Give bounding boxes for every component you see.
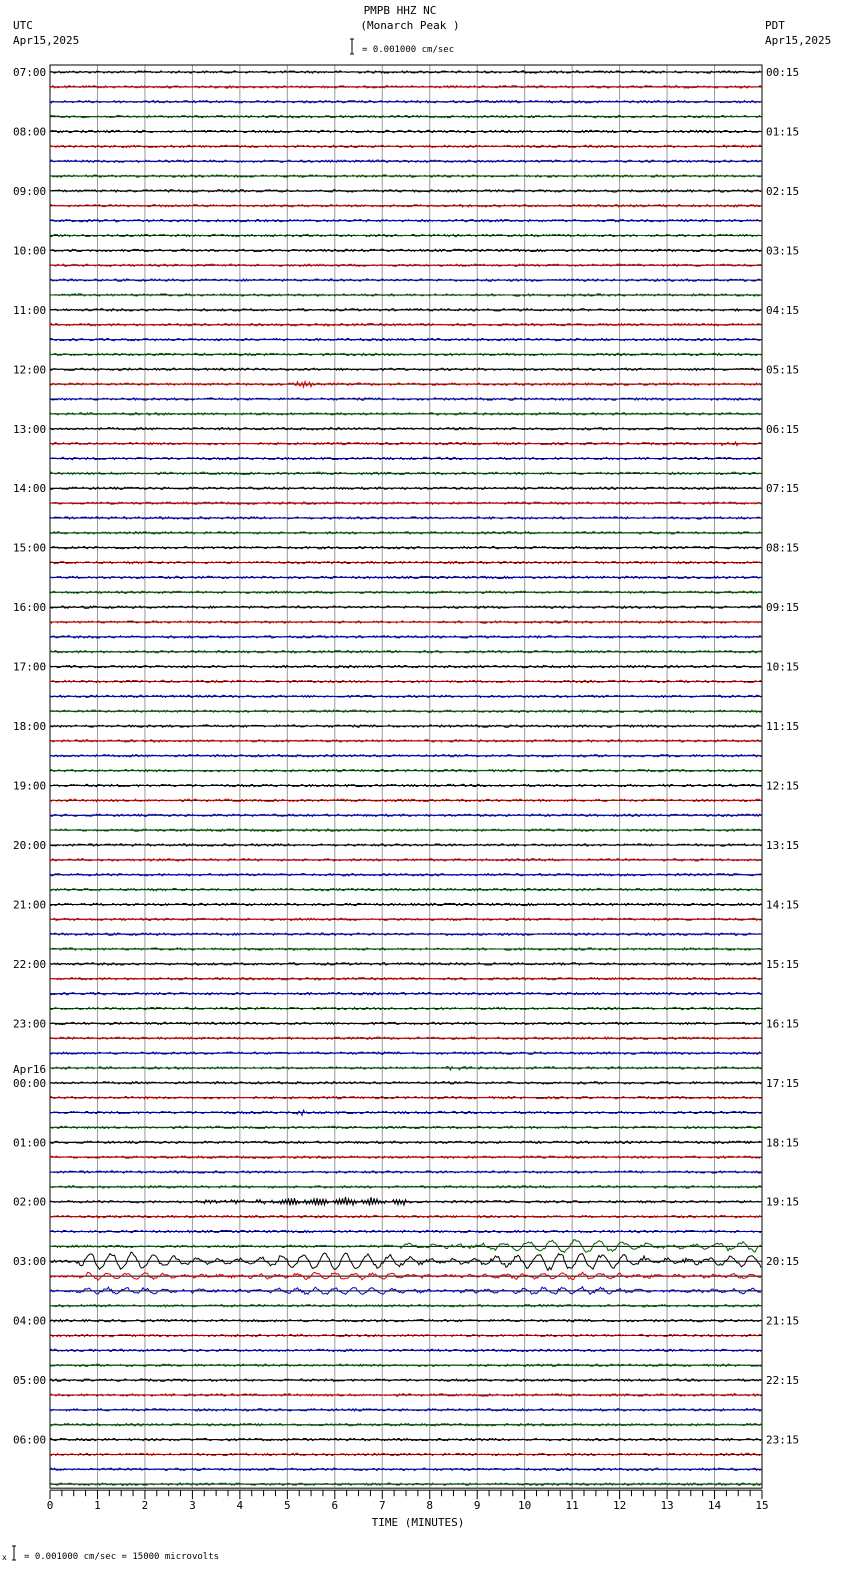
seismic-trace: [50, 382, 761, 388]
utc-hour-label: 11:00: [13, 303, 47, 317]
x-tick-label: 14: [707, 1499, 722, 1513]
utc-hour-label: 22:00: [13, 957, 47, 971]
seismic-trace: [50, 398, 761, 400]
pdt-hour-label: 21:15: [766, 1314, 800, 1328]
x-tick-label: 6: [331, 1499, 339, 1513]
utc-hour-label: 20:00: [13, 838, 47, 852]
pdt-hour-label: 14:15: [766, 898, 800, 912]
x-tick-label: 8: [426, 1499, 434, 1513]
utc-hour-label: 18:00: [13, 720, 47, 734]
pdt-hour-label: 11:15: [766, 720, 800, 734]
seismic-trace: [50, 1037, 761, 1039]
utc-hour-label: 15:00: [13, 541, 47, 555]
station-title: PMPB HHZ NC: [363, 4, 437, 17]
pdt-hour-label: 07:15: [766, 482, 800, 496]
utc-hour-label: 01:00: [13, 1136, 47, 1150]
pdt-hour-label: 13:15: [766, 838, 800, 852]
x-tick-label: 4: [236, 1499, 244, 1513]
seismic-trace: [50, 249, 761, 251]
pdt-hour-label: 02:15: [766, 184, 800, 198]
x-tick-label: 10: [518, 1499, 532, 1513]
pdt-hour-label: 16:15: [766, 1017, 800, 1031]
seismic-trace: [50, 1453, 761, 1455]
utc-hour-label: 02:00: [13, 1195, 47, 1209]
station-location: (Monarch Peak ): [360, 19, 460, 32]
pdt-hour-label: 08:15: [766, 541, 800, 555]
pdt-hour-label: 09:15: [766, 601, 800, 615]
right-date: Apr15,2025: [765, 34, 832, 47]
scale-label: = 0.001000 cm/sec: [362, 45, 455, 55]
seismic-trace: [50, 472, 761, 474]
utc-hour-label: 07:00: [13, 66, 47, 79]
pdt-hour-label: 00:15: [766, 66, 800, 79]
x-tick-label: 9: [473, 1499, 481, 1513]
x-tick-label: 0: [46, 1499, 54, 1513]
left-date: Apr15,2025: [13, 34, 80, 47]
utc-hour-label: 10:00: [13, 244, 47, 258]
x-tick-label: 7: [378, 1499, 386, 1513]
pdt-hour-label: 03:15: [766, 244, 800, 258]
pdt-hour-label: 15:15: [766, 957, 800, 971]
pdt-hour-label: 23:15: [766, 1433, 800, 1447]
seismic-trace: [50, 353, 761, 355]
utc-hour-label: 04:00: [13, 1314, 47, 1328]
pdt-hour-label: 22:15: [766, 1374, 800, 1388]
pdt-hour-label: 05:15: [766, 363, 800, 377]
x-tick-label: 3: [189, 1499, 196, 1513]
utc-hour-label: 12:00: [13, 363, 47, 377]
x-tick-label: 12: [612, 1499, 627, 1513]
utc-hour-label: 23:00: [13, 1017, 47, 1031]
left-timezone: UTC: [13, 19, 33, 32]
utc-hour-label: 21:00: [13, 898, 47, 912]
footer-scale-note: = 0.001000 cm/sec = 15000 microvolts: [24, 1552, 220, 1562]
footer-scale-bar-icon: [12, 1546, 16, 1560]
utc-hour-label: 00:00: [13, 1076, 47, 1090]
pdt-hour-label: 01:15: [766, 125, 800, 139]
pdt-hour-label: 12:15: [766, 779, 800, 793]
seismic-trace: [50, 1197, 761, 1206]
right-timezone: PDT: [765, 19, 785, 32]
utc-hour-label: 08:00: [13, 125, 47, 139]
x-tick-label: 11: [565, 1499, 579, 1513]
pdt-hour-label: 10:15: [766, 660, 800, 674]
utc-hour-label: 19:00: [13, 779, 47, 793]
seismic-trace: [50, 784, 761, 786]
utc-hour-label: 13:00: [13, 422, 47, 436]
seismic-trace: [50, 1468, 761, 1470]
date-change-label: Apr16: [13, 1062, 47, 1076]
pdt-hour-label: 17:15: [766, 1076, 800, 1090]
utc-hour-label: 16:00: [13, 601, 47, 615]
seismic-trace: [50, 710, 761, 712]
utc-hour-label: 09:00: [13, 184, 47, 198]
pdt-hour-label: 06:15: [766, 422, 800, 436]
pdt-hour-label: 04:15: [766, 303, 800, 317]
seismic-trace: [50, 1156, 761, 1158]
x-tick-label: 5: [284, 1499, 291, 1513]
seismic-trace: [50, 86, 761, 88]
pdt-hour-label: 20:15: [766, 1255, 800, 1269]
x-tick-label: 2: [141, 1499, 149, 1513]
footer-marker: x: [2, 1553, 7, 1562]
traces: [50, 71, 762, 1486]
scale-bar-icon: [350, 39, 354, 54]
seismic-trace: [50, 680, 761, 682]
utc-hour-label: 06:00: [13, 1433, 47, 1447]
utc-hour-label: 17:00: [13, 660, 47, 674]
seismic-trace: [50, 1141, 761, 1143]
pdt-hour-label: 18:15: [766, 1136, 800, 1150]
utc-hour-label: 05:00: [13, 1374, 47, 1388]
utc-hour-label: 03:00: [13, 1255, 47, 1269]
utc-hour-label: 14:00: [13, 482, 47, 496]
x-axis-title: TIME (MINUTES): [371, 1516, 465, 1529]
seismic-trace: [50, 264, 761, 266]
x-tick-label: 15: [755, 1499, 769, 1513]
x-axis: [47, 1490, 769, 1512]
pdt-hour-label: 19:15: [766, 1195, 800, 1209]
x-tick-label: 13: [660, 1499, 674, 1513]
x-tick-label: 1: [94, 1499, 101, 1513]
